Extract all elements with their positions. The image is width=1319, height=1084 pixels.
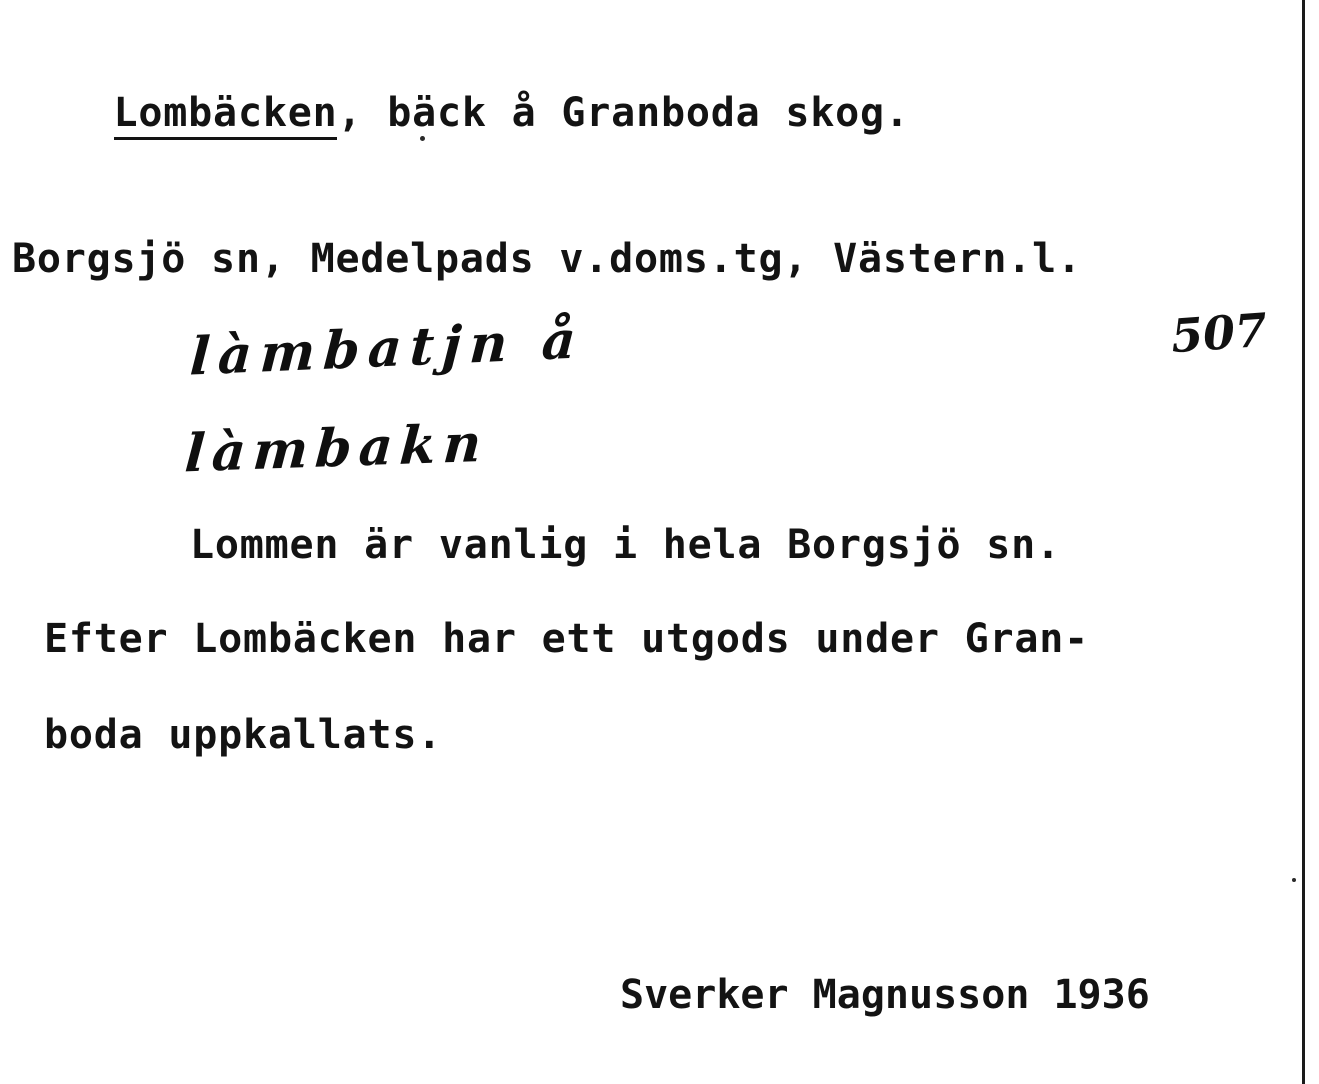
headword-line xyxy=(14,44,910,182)
headword-gloss: , bäck å Granboda skog. xyxy=(337,90,910,136)
signature: Sverker Magnusson 1936 xyxy=(620,972,1150,1018)
headword: Lombäcken xyxy=(114,90,338,140)
card-right-border xyxy=(1302,0,1305,1084)
parish-line: Borgsjö sn, Medelpads v.doms.tg, Västern.l. xyxy=(12,236,1082,282)
phonetic-transcription-2: làmbakn xyxy=(182,412,491,485)
body-line-3: boda uppkallats. xyxy=(44,712,443,758)
phonetic-transcription-1: làmbatjn å xyxy=(188,309,586,388)
body-line-2: Efter Lombäcken har ett utgods under Gran- xyxy=(44,616,1090,662)
scan-speck xyxy=(420,136,425,141)
body-line-1: Lommen är vanlig i hela Borgsjö sn. xyxy=(190,522,1061,568)
scan-speck xyxy=(1292,878,1296,882)
catalog-number: 507 xyxy=(1169,302,1269,364)
